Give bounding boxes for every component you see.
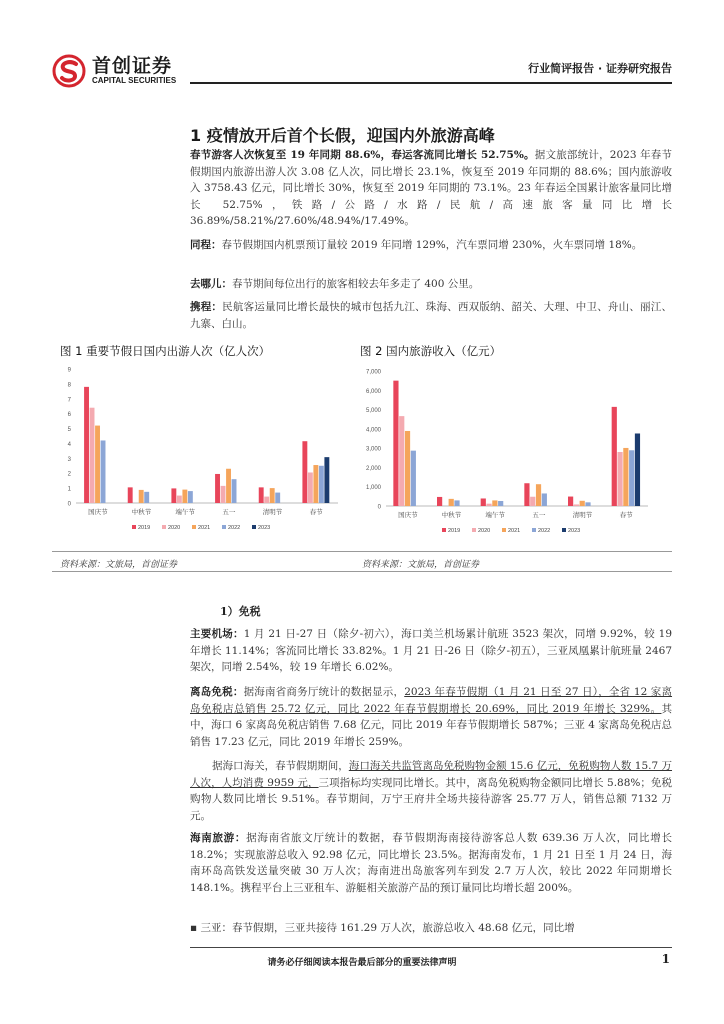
bar-2022 — [275, 493, 280, 503]
x-tick-label: 清明节 — [262, 508, 283, 516]
legend-label: 2021 — [508, 528, 521, 534]
chart-holiday-trips — [56, 360, 346, 540]
bar-2021 — [405, 431, 410, 506]
bar-2019 — [437, 497, 442, 506]
bar-2021 — [492, 500, 497, 506]
bar-2021 — [95, 426, 100, 503]
bar-2021 — [270, 488, 275, 503]
bar-2019 — [612, 407, 617, 506]
legend-label: 2023 — [258, 525, 271, 531]
bar-2019 — [524, 483, 529, 506]
x-tick-label: 中秋节 — [441, 511, 462, 519]
legend-label: 2023 — [568, 528, 581, 534]
y-tick-label: 5 — [67, 427, 71, 434]
figure-1-title: 图 1 重要节假日国内出游人次（亿人次） — [60, 344, 271, 358]
x-tick-label: 国庆节 — [398, 511, 418, 519]
bar-2019 — [215, 474, 220, 503]
x-tick-label: 五一 — [222, 508, 236, 516]
figure-divider — [52, 551, 672, 552]
bar-2019 — [568, 497, 573, 506]
bar-2021 — [623, 448, 628, 506]
x-tick-label: 五一 — [532, 511, 546, 519]
paragraph-sanya: ▪ 三亚：春节假期，三亚共接待 161.29 万人次，旅游总收入 48.68 亿元，同比增 — [190, 922, 575, 934]
legend-label: 2019 — [138, 525, 151, 531]
legend-swatch — [222, 525, 226, 529]
legend-swatch — [562, 528, 566, 532]
bar-2020 — [308, 472, 313, 503]
y-tick-label: 2 — [67, 471, 71, 478]
legend-label: 2020 — [478, 528, 491, 534]
bar-2020 — [221, 486, 226, 503]
y-tick-label: 7 — [67, 397, 71, 404]
bar-2019 — [302, 441, 307, 503]
bar-2020 — [90, 408, 95, 503]
bar-2022 — [144, 492, 149, 503]
legend-label: 2021 — [198, 525, 211, 531]
y-tick-label: 4 — [67, 441, 71, 448]
brand-logo — [52, 54, 176, 88]
x-tick-label: 中秋节 — [131, 508, 152, 516]
legend-label: 2022 — [228, 525, 241, 531]
y-tick-label: 1 — [67, 486, 71, 493]
y-tick-label: 3,000 — [365, 446, 381, 453]
y-tick-label: 6 — [67, 412, 71, 419]
x-tick-label: 端午节 — [175, 508, 195, 516]
bar-2022 — [188, 491, 193, 503]
bar-2019 — [259, 487, 264, 503]
paragraph-airports: 主要机场：1 月 21 日-27 日（除夕-初六），海口美兰机场累计航班 3523 架次，同增 9.92%，较 19 年增长 11.14%；客流同比增长 33.82%。1 月 21 日-26 日（除夕-初五），三亚凤凰累计航班量 2467 架次，同增 2.54%，较 19 年增长 6.02%。 — [190, 628, 672, 673]
paragraph-hainan-tourism: 海南旅游：据海南省旅文厅统计的数据，春节假期海南接待游客总人数 639.36 万人次，同比增长 18.2%；实现旅游总收入 92.98 亿元，同比增长 23.5%。据海南发布，1 月 21 日至 1 月 24 日，海南环岛高铁发送量突破 30 万人次；海南进出岛旅客列车到发 2.7 万人次，较比 2022 年同期增长 148.1%。携程平台上三亚租车、游艇相关旅游产品的预订量同比均增长超 200%。 — [190, 832, 672, 894]
bar-2021 — [226, 469, 231, 503]
legend-swatch — [442, 528, 446, 532]
bar-2023 — [324, 457, 329, 503]
legend-label: 2022 — [538, 528, 551, 534]
brand-name-cn: 首创证券 — [92, 55, 173, 77]
bar-2021 — [182, 490, 187, 503]
bar-2022 — [498, 501, 503, 506]
legend-swatch — [472, 528, 476, 532]
bar-2019 — [171, 488, 176, 503]
bar-2021 — [536, 484, 541, 506]
header-divider — [190, 82, 672, 84]
y-tick-label: 7,000 — [365, 369, 381, 376]
y-tick-label: 0 — [67, 501, 71, 508]
bar-2022 — [629, 450, 634, 506]
figure-2-title: 图 2 国内旅游收入（亿元） — [360, 344, 502, 358]
figure-2-source: 资料来源：文旅局，首创证券 — [362, 560, 480, 570]
paragraph-duty-free: 离岛免税：据海南省商务厅统计的数据显示，2023 年春节假期（1 月 21 日至 27 日），全省 12 家离岛免税店总销售 25.72 亿元，同比 2022 年春节假期增长 20.69%，同比 2019 年增长 329%。其中，海口 6 家离岛免税店销售 7.68 亿元，同比 2019 年春节假期增长 587%；三亚 4 家离岛免税店总销售 17.23 亿元，同比 2019 年增长 259%。 — [190, 686, 673, 748]
bar-2022 — [454, 500, 459, 506]
paragraph-qunar: 去哪儿：春节期间每位出行的旅客相较去年多走了 400 公里。 — [190, 278, 480, 290]
legend-label: 2019 — [448, 528, 461, 534]
y-tick-label: 6,000 — [365, 388, 381, 395]
bar-2019 — [393, 381, 398, 506]
paragraph-spring-festival: 春节游客人次恢复至 19 年同期 88.6%，春运客流同比增长 52.75%。据文旅部统计，2023 年春节假期国内旅游出游人次 3.08 亿人次，同比增长 23.1%，恢复至 2019 年同期的 88.6%；国内旅游收入 3758.43 亿元，同比增长 30%，恢复至 2019 年同期的 73.1%。23 年春运全国累计旅客量同比增长 52.75%，铁路/公路/水路/民航/高速旅客量同比增长 36.89%/58.21%/27.60%/48.94%/17.49%。 — [190, 149, 673, 227]
paragraph-tongcheng: 同程：春节假期国内机票预订量较 2019 年同增 129%，汽车票同增 230%，火车票同增 18%。 — [190, 239, 643, 251]
legend-label: 2020 — [168, 525, 181, 531]
legend-swatch — [502, 528, 506, 532]
y-tick-label: 8 — [67, 382, 71, 389]
report-type: 行业简评报告 · 证券研究报告 — [528, 62, 672, 75]
section-title: 1 疫情放开后首个长假，迎国内外旅游高峰 — [190, 126, 495, 145]
x-tick-label: 春节 — [309, 508, 323, 516]
bar-2022 — [585, 502, 590, 506]
bar-2021 — [449, 499, 454, 506]
x-tick-label: 清明节 — [572, 511, 593, 519]
bar-2020 — [399, 416, 404, 506]
paragraph-haikou-customs: 据海口海关，春节假期期间，海口海关共监管离岛免税购物金额 15.6 亿元，免税购物人数 15.7 万人次，人均消费 9959 元，三项指标均实现同比增长。其中，离岛免税购物金额同比增长 5.88%；免税购物人数同比增长 9.51%。春节期间，万宁王府井全场共接待游客 25.77 万人，销售总额 7132 万元。 — [190, 760, 673, 822]
y-tick-label: 5,000 — [365, 408, 381, 415]
subsection-title: 1）免税 — [220, 605, 261, 618]
bar-2020 — [530, 497, 535, 506]
bar-2021 — [139, 490, 144, 503]
legend-swatch — [252, 525, 256, 529]
figure-divider — [52, 571, 672, 572]
y-tick-label: 0 — [377, 504, 381, 511]
bar-2022 — [232, 479, 237, 503]
bar-2023 — [635, 433, 640, 506]
legend-swatch — [532, 528, 536, 532]
x-tick-label: 春节 — [619, 511, 633, 519]
x-tick-label: 端午节 — [485, 511, 505, 519]
bar-2021 — [580, 501, 585, 506]
bar-2022 — [319, 466, 324, 503]
bar-2019 — [128, 487, 133, 503]
bar-2020 — [574, 504, 579, 506]
y-tick-label: 3 — [67, 456, 71, 463]
bar-2020 — [486, 504, 491, 506]
brand-name-en: CAPITAL SECURITIES — [92, 76, 177, 85]
y-tick-label: 1,000 — [365, 485, 381, 492]
page-number: 1 — [661, 952, 670, 966]
y-tick-label: 9 — [67, 367, 71, 374]
capital-securities-logo-icon — [52, 54, 86, 88]
figure-1-source: 资料来源：文旅局，首创证券 — [60, 560, 178, 570]
bar-2022 — [101, 440, 106, 503]
y-tick-label: 4,000 — [365, 427, 381, 434]
bar-2021 — [313, 465, 318, 503]
y-tick-label: 2,000 — [365, 465, 381, 472]
bar-2019 — [481, 498, 486, 506]
legend-swatch — [162, 525, 166, 529]
chart-tourism-revenue — [356, 360, 656, 540]
legend-swatch — [192, 525, 196, 529]
paragraph-lead: 春节游客人次恢复至 19 年同期 88.6%，春运客流同比增长 52.75%。 — [190, 149, 535, 161]
paragraph-ctrip: 携程：民航客运量同比增长最快的城市包括九江、珠海、西双版纳、韶关、大理、中卫、舟山、丽江、九寨、白山。 — [190, 301, 673, 330]
bar-2022 — [411, 451, 416, 506]
legend-swatch — [132, 525, 136, 529]
x-tick-label: 国庆节 — [88, 508, 108, 516]
bar-2020 — [177, 496, 182, 503]
bar-2019 — [84, 387, 89, 503]
bar-2020 — [617, 452, 622, 506]
legal-notice: 请务必仔细阅读本报告最后部分的重要法律声明 — [267, 958, 457, 968]
bar-2020 — [264, 497, 269, 503]
footer-divider — [190, 947, 672, 948]
bar-2022 — [542, 493, 547, 506]
